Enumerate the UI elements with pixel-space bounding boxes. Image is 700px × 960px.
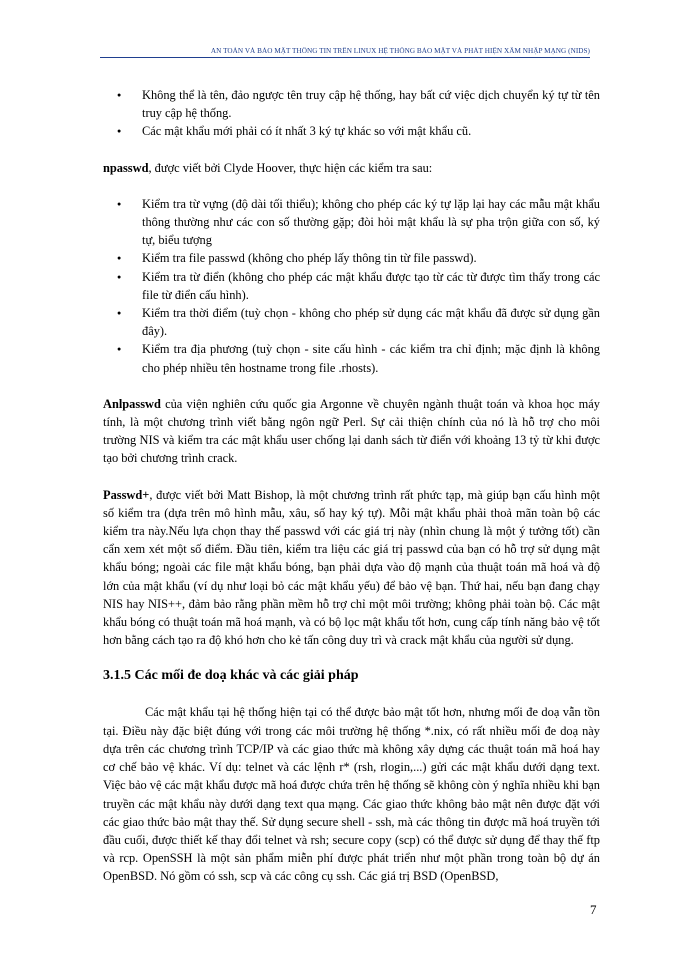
running-header: AN TOÀN VÀ BẢO MẬT THÔNG TIN TRÊN LINUX HỆ THỐNG BẢO MẬT VÀ PHÁT HIỆN XÂM NHẬP MẠNG (NIDS) [210,47,590,55]
passwdplus-paragraph [103,486,600,650]
anlpasswd-paragraph [103,395,600,468]
page-content [103,86,600,886]
npasswd-paragraph [103,159,600,177]
list-item: ● Kiểm tra từ vựng (độ dài tối thiểu); không cho phép các ký tự lặp lại hay các mẫu mật khẩu thông thường như các con số thường gặp; đòi hỏi mật khẩu là sự pha trộn giữa con số, ký tự, biểu tượng [142,195,600,250]
list-item: ● Không thể là tên, đảo ngược tên truy cập hệ thống, hay bất cứ việc dịch chuyển ký tự từ tên truy cập hệ thống. [142,86,600,122]
list-item: ● Kiểm tra địa phương (tuỳ chọn - site cấu hình - các kiểm tra chỉ định; mặc định là không cho phép nhiều tên hostname trong file .rhosts). [142,340,600,376]
header-rule [100,57,590,58]
anlpasswd-text: của viện nghiên cứu quốc gia Argonne về chuyên ngành thuật toán và khoa học máy tính, là một chương trình viết bằng ngôn ngữ Perl. Sự cải thiện chính của nó là hỗ trợ cho môi trường NIS và kiểm tra các mật khẩu user chống lại danh sách từ điển với khoảng 13 tỷ từ khi được tạo bởi chương trình crack. [103,396,600,466]
spacer [103,685,600,703]
list-item: ● Các mật khẩu mới phải có ít nhất 3 ký tự khác so với mật khẩu cũ. [142,122,600,140]
spacer [103,377,600,395]
npasswd-text: , được viết bởi Clyde Hoover, thực hiện các kiểm tra sau: [148,160,433,175]
section-heading: 3.1.5 Các mối đe doạ khác và các giải pháp [103,668,359,684]
intro-bullet-list [103,86,600,141]
section-paragraph: Các mật khẩu tại hệ thống hiện tại có thể được bảo mật tốt hơn, nhưng mối đe doạ vẫn tồn tại. Điều này đặc biệt đúng với trong các môi trường hệ thống *.nix, có rất nhiều mối đe doạ này dựa trên các chương trình TCP/IP và các giao thức mà không xây dựng các thuật toán mã hoá hay cơ chế bảo vệ khác. Ví dụ: telnet và các lệnh r* (rsh, rlogin,...) gửi các mật khẩu dưới dạng text. Việc bảo vệ các mật khẩu được mã hoá được chứa trên hệ thống sẽ không còn ý nghĩa nhiều khi bạn truyền các mật khẩu này dưới dạng text qua mạng. Các giao thức không bảo mật nên được đặt với các giao thức bảo mật thay thế. Sử dụng secure shell - ssh, mà các thông tin được mã hoá truyền tới đầu cuối, được thiết kế thay đổi telnet và rsh; secure copy (scp) có thể được sử dụng để thay thế ftp và rcp. OpenSSH là một sản phẩm miễn phí được phát triển như một phần trong toàn bộ dự án OpenBSD. Nó gồm có ssh, scp và các công cụ ssh. Các giá trị BSD (OpenBSD, [103,705,600,884]
npasswd-bullet-list [103,195,600,377]
passwdplus-text: , được viết bởi Matt Bishop, là một chương trình rất phức tạp, mà giúp bạn cấu hình một số kiểm tra (dựa trên mô hình mẫu, xâu, số hay ký tự). Mỗi mật khẩu phải thoả mãn toàn bộ các kiểm tra này.Nếu lựa chọn thay thế passwd với các giá trị này (nhìn chung là một ý tưởng tốt) cần cẩn xem xét một số điểm. Đầu tiên, kiểm tra liệu các giá trị passwd của bạn có hỗ trợ sử dụng mật khẩu bóng; ngoài các file mật khẩu bóng, bạn phải dựa vào độ mạnh của thuật toán mã hoá và độ lớn của mật khẩu (ví dụ như loại bỏ các mật khẩu yếu) để bảo vệ bạn. Thứ hai, nếu bạn đang chạy NIS hay NIS++, đảm bảo rằng phần mềm hỗ trợ chỉ một môi trường; không phải toàn bộ. Các mật khẩu bóng có thuật toán mã hoá mạnh, và có bộ lọc mật khẩu tốt hơn, cung cấp tính năng bảo vệ tốt hơn bằng cách tạo ra độ khó hơn cho kẻ tấn công duy trì và crack mật khẩu của người sử dụng. [103,487,600,648]
spacer [103,468,600,486]
npasswd-term: npasswd [103,160,149,175]
spacer [103,141,600,159]
list-item: ● Kiểm tra từ điển (không cho phép các mật khẩu được tạo từ các từ được tìm thấy trong các file từ điển cấu hình). [142,268,600,304]
list-item: ● Kiểm tra file passwd (không cho phép lấy thông tin từ file passwd). [142,249,600,267]
spacer [103,649,600,667]
page-number: 7 [590,902,597,917]
list-item: ● Kiểm tra thời điểm (tuỳ chọn - không cho phép sử dụng các mật khẩu đã được sử dụng gần đây). [142,304,600,340]
passwdplus-term: Passwd+ [103,487,150,502]
anlpasswd-term: Anlpasswd [103,396,161,411]
spacer [103,177,600,195]
